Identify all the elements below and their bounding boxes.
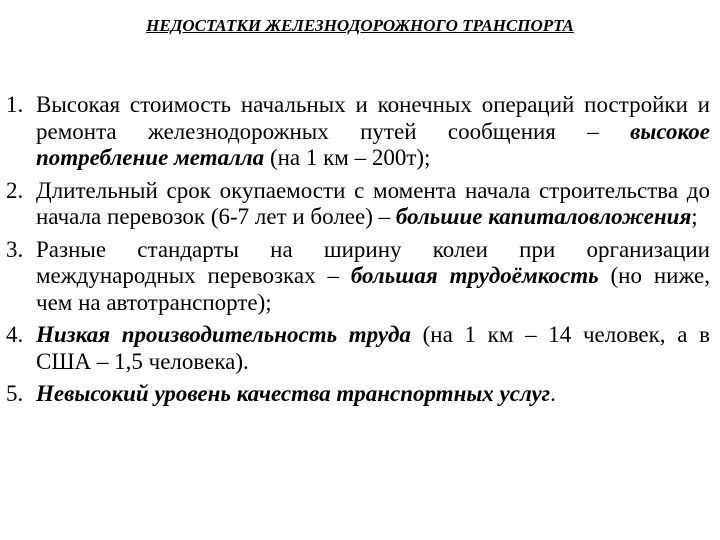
- item-emphasis: большая трудоёмкость: [350, 263, 599, 288]
- item-emphasis: большие капиталовложения: [395, 204, 692, 229]
- item-text-after: (но ниже, чем на автотранспорте);: [36, 263, 710, 315]
- item-text-after: (на 1 км – 200т);: [264, 145, 431, 170]
- item-text-after: (на 1 км – 14 человек, а в США – 1,5 человека).: [36, 322, 710, 374]
- item-number: 1.: [6, 92, 24, 117]
- item-number: 3.: [6, 236, 24, 262]
- list-item: [6, 237, 710, 317]
- list-item: [6, 92, 710, 172]
- item-number: 4.: [6, 322, 24, 347]
- item-text: Разные стандарты на ширину колеи при организации международных перевозках –: [36, 236, 710, 288]
- item-emphasis: Невысокий уровень качества транспортных услуг: [36, 381, 551, 406]
- list-item: [6, 178, 710, 231]
- item-emphasis: высокое потребление металла: [36, 118, 710, 170]
- item-number: 5.: [6, 381, 24, 406]
- item-emphasis: Низкая производительность труда: [36, 322, 411, 347]
- item-text-after: .: [550, 381, 556, 406]
- item-text-after: ;: [691, 204, 698, 229]
- item-text: Длительный срок окупаемости с момента начала строительства до начала перевозок (6-7 лет и более) –: [36, 177, 710, 229]
- slide-title: НЕДОСТАТКИ ЖЕЛЕЗНОДОРОЖНОГО ТРАНСПОРТА: [146, 16, 574, 35]
- disadvantages-list: [6, 92, 710, 414]
- item-number: 2.: [6, 177, 24, 203]
- list-item: [6, 322, 710, 375]
- item-text: Высокая стоимость начальных и конечных операций постройки и ремонта железнодорожных путей сообщения –: [36, 92, 710, 144]
- list-item: [6, 381, 710, 408]
